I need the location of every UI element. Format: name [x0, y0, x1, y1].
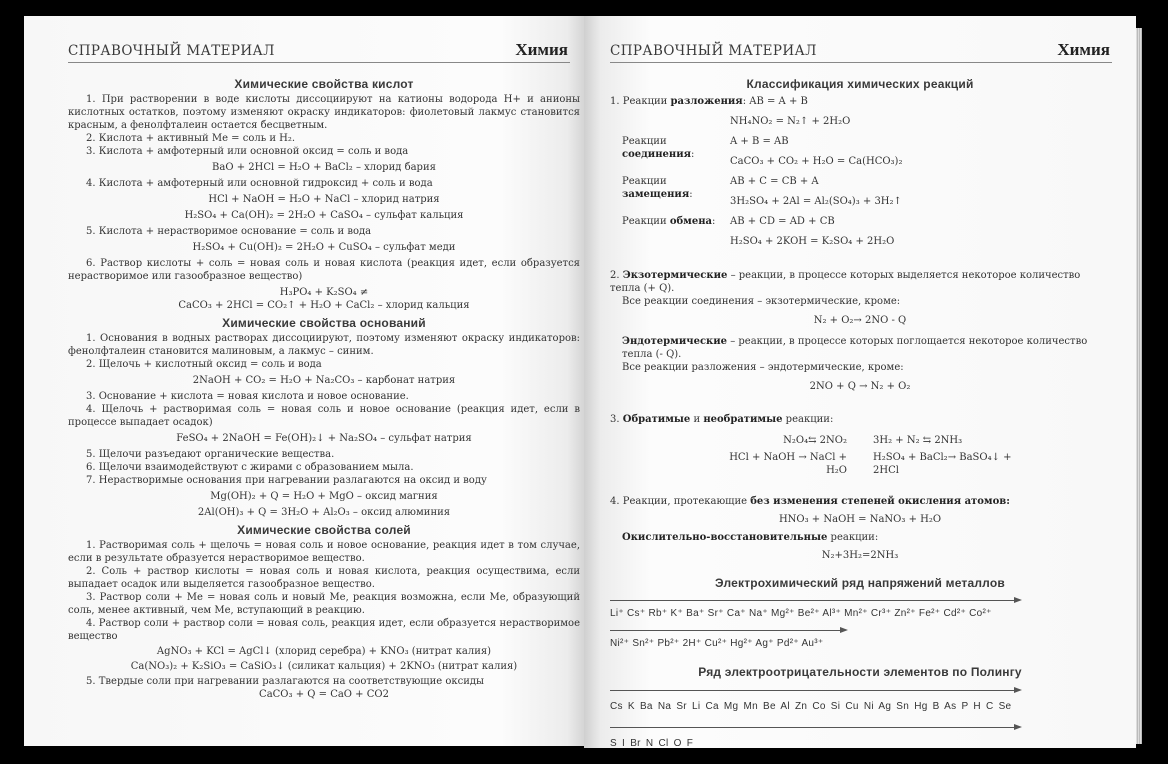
bases-p3: 3. Основание + кислота = новая кислота и новое основание. [86, 391, 409, 402]
subject-title-left: Химия [515, 40, 568, 59]
bases-heading: Химические свойства оснований [222, 316, 426, 330]
voltage-series-heading: Электрохимический ряд напряжений металлов [715, 576, 1005, 590]
reaction-substitution: Реакции замещения: AB + C = CB + A 3H₂SO₄ + 2Al = Al₂(SO₄)₃ + 3H₂↑ [610, 175, 1110, 215]
acids-p2: 2. Кислота + активный Ме = соль и H₂. [86, 133, 296, 144]
endothermic-def: Эндотермические – реакции, в процессе которых поглощается некоторое количество тепла (- Q). [622, 336, 1088, 360]
acids-p5: 5. Кислота + нерастворимое основание = соль и вода [86, 226, 372, 237]
endothermic-example: 2NO + Q → N₂ + O₂ [809, 381, 911, 392]
acids-p3: 3. Кислота + амфотерный или основной оксид = соль и вода [86, 146, 409, 157]
pauling-line1: Cs K Ba Na Sr Li Ca Mg Mn Be Al Zn Co Si Cu Ni Ag Sn Hg B As P H C Se [610, 701, 1012, 712]
exothermic-note: Все реакции соединения – экзотермические, кроме: [622, 296, 901, 307]
acids-f5: H₂SO₄ + Cu(OH)₂ = 2H₂O + CuSO₄ – сульфат меди [192, 242, 456, 253]
irreversible-ex2: H₂SO₄ + BaCl₂→ BaSO₄↓ + 2HCl [873, 452, 1012, 476]
acids-heading: Химические свойства кислот [234, 77, 414, 91]
running-header-left: СПРАВОЧНЫЙ МАТЕРИАЛ [68, 43, 275, 59]
acids-p6: 6. Раствор кислоты + соль = новая соль и новая кислота (реакция идет, если образуется нерастворимое или газообразное вещество) [68, 258, 580, 282]
reversible-heading: 3. Обратимые и необратимые реакции: [610, 414, 834, 425]
bases-f7a: Mg(OH)₂ + Q = H₂O + MgO – оксид магния [210, 491, 438, 502]
right-page [584, 16, 1136, 748]
reaction-decomposition: 1. Реакции разложения: AB = A + B NH₄NO₂ = N₂↑ + 2H₂O [610, 95, 1110, 135]
acids-f4b: H₂SO₄ + Ca(OH)₂ = 2H₂O + CaSO₄ – сульфат кальция [184, 210, 464, 221]
no-oxidation-example: HNO₃ + NaOH = NaNO₃ + H₂O [778, 514, 942, 525]
header-rule-left [68, 62, 570, 63]
acids-p4: 4. Кислота + амфотерный или основной гидроксид + соль и вода [86, 178, 433, 189]
salts-f5: CaCO₃ + Q = CaO + CO2 [259, 689, 389, 700]
irreversible-ex1: HCl + NaOH → NaCl + H₂O [729, 452, 847, 476]
pauling-arrow2 [610, 723, 1022, 733]
exothermic-def: 2. Экзотермические – реакции, в процессе которых выделяется некоторое количество тепла (+ Q). [610, 270, 1081, 294]
classification-heading: Классификация химических реакций [746, 77, 974, 91]
salts-p2: 2. Соль + раствор кислоты = новая соль и новая кислота, реакция осуществима, если выпадает осадок или выделяется газообразное вещество. [68, 566, 580, 590]
left-page [24, 16, 584, 746]
no-oxidation-heading: 4. Реакции, протекающие без изменения степеней окисления атомов: [610, 496, 1010, 507]
acids-f6a: H₃PO₄ + K₂SO₄ ≠ [279, 287, 369, 298]
voltage-series-arrow [610, 596, 1022, 606]
left-column [68, 76, 580, 704]
pauling-arrow [610, 686, 1022, 696]
exch-general: AB + CD = AD + CB [730, 216, 835, 227]
subject-title-right: Химия [1057, 40, 1110, 59]
decomp-example: NH₄NO₂ = N₂↑ + 2H₂O [730, 116, 851, 127]
comb-general: A + B = AB [730, 136, 789, 147]
voltage-series-line2: Ni²⁺ Sn²⁺ Pb²⁺ 2H⁺ Cu²⁺ Hg²⁺ Ag⁺ Pd²⁺ Au³⁺ [610, 638, 824, 649]
salts-p3: 3. Раствор соли + Ме = новая соль и новый Ме, реакция возможна, если Ме, образующий соль, менее активный, чем Ме, вступающий в реакцию. [68, 592, 580, 616]
page-edge [1136, 28, 1142, 744]
salts-p4: 4. Раствор соли + раствор соли = новая соль, реакция идет, если образуется нерастворимое вещество [68, 618, 580, 642]
comb-example: CaCO₃ + CO₂ + H₂O = Ca(HCO₃)₂ [730, 156, 903, 167]
reaction-exchange: Реакции обмена: AB + CD = AD + CB H₂SO₄ + 2KOH = K₂SO₄ + 2H₂O [610, 215, 1110, 255]
redox-heading: Окислительно-восстановительные реакции: [622, 532, 879, 543]
voltage-series-arrow2 [610, 626, 848, 636]
bases-p1: 1. Основания в водных растворах диссоциируют, поэтому изменяют окраску индикаторов: фенолфталеин становится малиновым, а лакмус – синим. [68, 333, 580, 357]
salts-heading: Химические свойства солей [237, 523, 411, 537]
pauling-line2: S I Br N Cl O F [610, 738, 694, 748]
bases-p5: 5. Щелочи разъедают органические вещества. [86, 449, 335, 460]
reversible-ex2: 3H₂ + N₂ ⇆ 2NH₃ [873, 435, 963, 446]
redox-example: N₂+3H₂=2NH₃ [821, 550, 899, 561]
acids-f3: BaO + 2HCl = H₂O + BaCl₂ – хлорид бария [212, 162, 436, 173]
header-rule-right [610, 62, 1112, 63]
acids-f6b: CaCO₃ + 2HCl = CO₂↑ + H₂O + CaCl₂ – хлорид кальция [178, 300, 470, 311]
reversible-ex1: N₂O₄⇆ 2NO₂ [783, 435, 847, 446]
salts-f4a: AgNO₃ + KCl = AgCl↓ (хлорид серебра) + KNO₃ (нитрат калия) [156, 646, 492, 657]
bases-p2: 2. Щелочь + кислотный оксид = соль и вода [86, 359, 322, 370]
voltage-series-line1: Li⁺ Cs⁺ Rb⁺ K⁺ Ba⁺ Sr⁺ Ca⁺ Na⁺ Mg²⁺ Be²⁺ Al³⁺ Mn²⁺ Cr³⁺ Zn²⁺ Fe²⁺ Cd²⁺ Co²⁺ [610, 608, 992, 619]
bases-f4: FeSO₄ + 2NaOH = Fe(OH)₂↓ + Na₂SO₄ – сульфат натрия [176, 433, 472, 444]
salts-f4b: Ca(NO₃)₂ + K₂SiO₃ = CaSiO₃↓ (силикат кальция) + 2KNO₃ (нитрат калия) [130, 661, 518, 672]
bases-f7b: 2Al(OH)₃ + Q = 3H₂O + Al₂O₃ – оксид алюминия [197, 507, 451, 518]
running-header-right: СПРАВОЧНЫЙ МАТЕРИАЛ [610, 43, 817, 59]
subs-general: AB + C = CB + A [730, 176, 819, 187]
acids-p1: 1. При растворении в воде кислоты диссоциируют на катионы водорода H+ и анионы кислотных остатков, поэтому изменяют окраску индикаторов: фиолетовый лакмус становится красным, а фенолфталеин остается бесцветным. [68, 94, 580, 131]
bases-p6: 6. Щелочи взаимодействуют с жирами с образованием мыла. [86, 462, 414, 473]
bases-f2: 2NaOH + CO₂ = H₂O + Na₂CO₃ – карбонат натрия [192, 375, 456, 386]
pauling-heading: Ряд электроотрицательности элементов по Полингу [698, 665, 1022, 679]
reaction-combination: Реакции соединения: A + B = AB CaCO₃ + CO₂ + H₂O = Ca(HCO₃)₂ [610, 135, 1110, 175]
right-column [610, 76, 1110, 748]
endothermic-note: Все реакции разложения – эндотермические, кроме: [622, 362, 904, 373]
salts-p5: 5. Твердые соли при нагревании разлагаются на соответствующие оксиды [86, 676, 485, 687]
exch-example: H₂SO₄ + 2KOH = K₂SO₄ + 2H₂O [730, 236, 895, 247]
bases-p4: 4. Щелочь + растворимая соль = новая соль и новое основание (реакция идет, если в процессе выпадает осадок) [68, 404, 580, 428]
salts-p1: 1. Растворимая соль + щелочь = новая соль и новое основание, реакция идет в том случае, если в результате образуется нерастворимое вещество. [68, 540, 580, 564]
subs-example: 3H₂SO₄ + 2Al = Al₂(SO₄)₃ + 3H₂↑ [730, 196, 902, 207]
exothermic-example: N₂ + O₂→ 2NO - Q [813, 315, 907, 326]
acids-f4a: HCl + NaOH = H₂O + NaCl – хлорид натрия [208, 194, 440, 205]
bases-p7: 7. Нерастворимые основания при нагревании разлагаются на оксид и воду [86, 475, 487, 486]
